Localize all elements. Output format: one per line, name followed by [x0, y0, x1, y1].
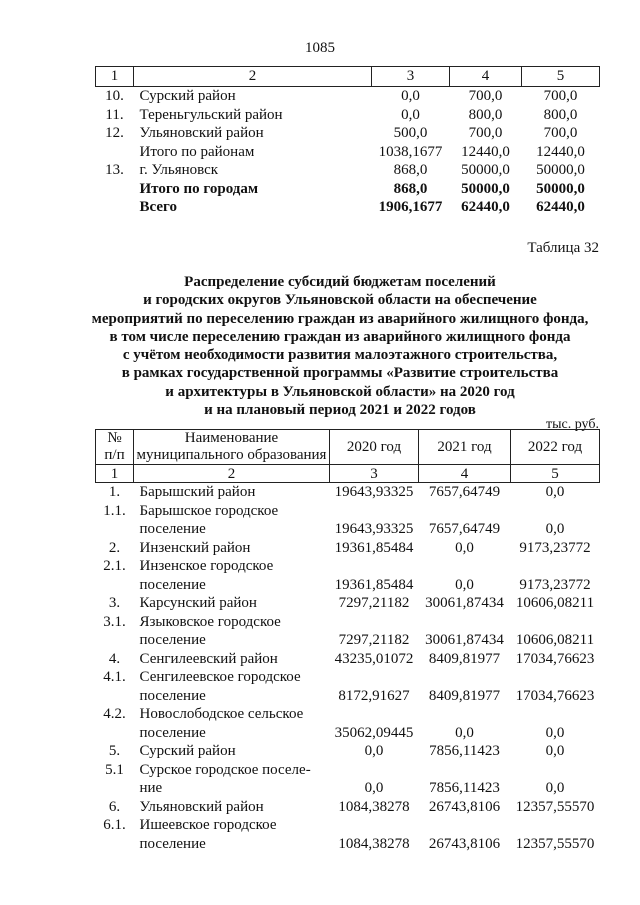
- row-name: [134, 742, 330, 761]
- value-2020: 19643,93325: [334, 484, 414, 500]
- value-2021: 7657,64749: [428, 484, 501, 500]
- header-cell: 5: [522, 67, 600, 87]
- table-row: [96, 650, 600, 669]
- row-number: 10.: [105, 88, 124, 104]
- value-2021: 26743,8106: [428, 798, 501, 815]
- row-name-line: Языковское городское: [139, 613, 281, 630]
- header-name-line: муниципального образования: [136, 447, 327, 463]
- header-cell: 3: [372, 67, 450, 87]
- row-name: Ульяновский район: [139, 125, 264, 141]
- value-2020: 1084,38278: [338, 835, 410, 852]
- value-cell: 1906,1677: [378, 199, 443, 215]
- page-number: 1085: [305, 40, 335, 56]
- table-row: [96, 539, 600, 558]
- value-2021: 0,0: [455, 576, 474, 593]
- value-cell: 868,0: [393, 180, 428, 197]
- value-cell: 50000,0: [461, 180, 510, 197]
- header-cell: 1: [96, 465, 134, 483]
- title-line: в рамках государственной программы «Развитие строительства: [121, 365, 559, 382]
- value-2020: 19361,85484: [334, 539, 414, 556]
- table-row: [96, 668, 600, 705]
- row-name-line: поселение: [139, 687, 206, 704]
- header-name-line: Наименование: [184, 430, 279, 446]
- title-line: Распределение субсидий бюджетам поселений: [184, 274, 496, 290]
- row-number: 5.1: [105, 761, 124, 778]
- row-name-line: Ульяновский район: [139, 798, 264, 815]
- value-cell: 12440,0: [461, 143, 510, 160]
- row-name-line: Сурский район: [139, 743, 236, 759]
- value-2022: 17034,76623: [515, 687, 595, 704]
- value-2020: 1084,38278: [338, 798, 410, 815]
- value-2020: 19643,93325: [334, 521, 414, 537]
- value-cell: 0,0: [401, 106, 420, 123]
- value-cell: 50000,0: [536, 180, 585, 197]
- table-row: [96, 761, 600, 798]
- value-cell: 800,0: [543, 106, 578, 123]
- row-name: [134, 594, 330, 613]
- title-line: с учётом необходимости развития малоэтажного строительства,: [122, 347, 558, 364]
- value-2020: 43235,01072: [334, 650, 414, 667]
- header-num: [96, 430, 134, 465]
- value-2021: 7856,11423: [429, 743, 500, 759]
- header-cell: 4: [450, 67, 522, 87]
- table-row: [96, 594, 600, 613]
- value-2022: 0,0: [545, 780, 565, 796]
- subsidy-table: [95, 429, 600, 853]
- row-name-line: Барышский район: [139, 484, 256, 500]
- table-row: [96, 161, 600, 180]
- column-index-row: [96, 67, 600, 87]
- header-year-2021: 2021 год: [419, 430, 511, 465]
- value-2021: 8409,81977: [428, 687, 501, 704]
- value-2022: 17034,76623: [515, 650, 595, 667]
- row-number: 3.1.: [103, 613, 126, 630]
- value-2021: 26743,8106: [428, 835, 501, 852]
- row-name: Тереньгульский район: [139, 106, 283, 123]
- value-2021: 30061,87434: [425, 632, 504, 648]
- row-name-line: Инзенское городское: [139, 558, 274, 574]
- table-header-row: [96, 430, 600, 465]
- header-cell: 1: [96, 67, 134, 87]
- table-row: [96, 557, 600, 594]
- value-2022: 0,0: [545, 724, 565, 741]
- table-label: Таблица 32: [527, 240, 599, 256]
- value-2021: 7856,11423: [429, 780, 500, 796]
- row-name-line: ние: [139, 780, 163, 796]
- value-2020: 7297,21182: [338, 632, 410, 648]
- row-name: [134, 650, 330, 669]
- header-cell: 5: [511, 465, 600, 483]
- row-name-line: Карсунский район: [139, 595, 257, 611]
- row-number: 12.: [105, 125, 124, 141]
- row-name: [134, 557, 330, 594]
- continuation-table: [95, 66, 600, 217]
- row-name-line: Сурское городское поселе-: [139, 761, 311, 778]
- header-year-2022: 2022 год: [511, 430, 600, 465]
- row-name: Итого по районам: [139, 143, 255, 160]
- value-2020: 7297,21182: [338, 595, 410, 611]
- row-number: 5.: [108, 743, 121, 759]
- row-name: г. Ульяновск: [139, 162, 219, 178]
- row-name-line: поселение: [139, 632, 206, 648]
- header-cell: 3: [330, 465, 419, 483]
- value-cell: 0,0: [401, 88, 420, 104]
- row-name-line: Сенгилеевское городское: [139, 669, 301, 685]
- header-name: [134, 430, 330, 465]
- row-name: [134, 761, 330, 798]
- row-name-line: Новослободское сельское: [139, 706, 304, 722]
- value-2022: 12357,55570: [515, 835, 595, 852]
- row-number: 3.: [108, 595, 121, 611]
- header-cell: 4: [419, 465, 511, 483]
- value-2021: 30061,87434: [425, 595, 504, 611]
- row-name: Всего: [139, 199, 177, 215]
- row-name: [134, 483, 330, 502]
- value-cell: 868,0: [393, 162, 428, 178]
- column-index-row: [96, 465, 600, 483]
- row-name: [134, 798, 330, 817]
- header-num-line: п/п: [104, 447, 125, 463]
- value-2022: 10606,08211: [515, 595, 595, 611]
- row-name: [134, 502, 330, 539]
- row-number: [96, 180, 134, 199]
- header-cell: 2: [134, 67, 372, 87]
- table-row: [96, 705, 600, 742]
- title-line: и архитектуры в Ульяновской области» на 2020 год: [165, 383, 515, 400]
- value-2022: 10606,08211: [515, 632, 595, 648]
- title-line: и на плановый период 2021 и 2022 годов: [204, 402, 476, 419]
- row-name-line: поселение: [139, 835, 206, 852]
- value-2020: 35062,09445: [334, 724, 414, 741]
- row-number: 2.: [108, 539, 121, 556]
- row-number: 4.1.: [103, 669, 126, 685]
- value-cell: 800,0: [468, 106, 503, 123]
- row-name: [134, 668, 330, 705]
- value-2020: 19361,85484: [334, 576, 414, 593]
- value-cell: 62440,0: [461, 199, 510, 215]
- table-row: [96, 613, 600, 650]
- grand-total-row: [96, 198, 600, 217]
- total-row: [96, 180, 600, 199]
- value-cell: 700,0: [543, 88, 578, 104]
- table-row: [96, 798, 600, 817]
- table-row: [96, 106, 600, 125]
- value-2022: 9173,23772: [519, 576, 591, 593]
- row-number: 1.1.: [103, 502, 126, 519]
- value-2021: 0,0: [455, 724, 474, 741]
- row-name: Сурский район: [139, 88, 236, 104]
- row-number: [96, 198, 134, 217]
- row-name: Итого по городам: [139, 180, 259, 197]
- value-2020: 0,0: [364, 743, 384, 759]
- row-name: [134, 539, 330, 558]
- row-name-line: поселение: [139, 521, 206, 537]
- value-cell: 700,0: [468, 88, 503, 104]
- row-number: 6.1.: [103, 817, 126, 833]
- table-row: [96, 87, 600, 106]
- header-cell: 2: [134, 465, 330, 483]
- value-cell: 700,0: [543, 125, 578, 141]
- title-line: и городских округов Ульяновской области на обеспечение: [143, 292, 537, 309]
- row-name: [134, 613, 330, 650]
- table-row: [96, 742, 600, 761]
- table-row: [96, 143, 600, 162]
- value-2021: 7657,64749: [428, 521, 501, 537]
- value-2022: 0,0: [545, 521, 565, 537]
- row-number: 4.: [108, 650, 121, 667]
- row-name: [134, 816, 330, 853]
- table-row: [96, 124, 600, 143]
- value-cell: 50000,0: [461, 162, 510, 178]
- row-name-line: Инзенский район: [139, 539, 251, 556]
- row-name-line: Сенгилеевский район: [139, 650, 278, 667]
- table-row: [96, 483, 600, 502]
- header-year-2020: 2020 год: [330, 430, 419, 465]
- value-cell: 12440,0: [536, 143, 585, 160]
- value-2022: 0,0: [545, 484, 565, 500]
- row-name-line: Барышское городское: [139, 502, 279, 519]
- row-name-line: поселение: [139, 724, 206, 741]
- row-name-line: Ишеевское городское: [139, 817, 277, 833]
- value-2022: 12357,55570: [515, 798, 595, 815]
- table-row: [96, 816, 600, 853]
- row-number: [96, 143, 134, 162]
- units-label: тыс. руб.: [546, 417, 599, 432]
- row-number: 11.: [105, 106, 124, 123]
- row-name: [134, 705, 330, 742]
- value-2022: 0,0: [545, 743, 565, 759]
- row-number: 1.: [108, 484, 121, 500]
- value-cell: 50000,0: [536, 162, 585, 178]
- row-number: 6.: [108, 798, 121, 815]
- value-cell: 62440,0: [536, 199, 585, 215]
- value-2020: 8172,91627: [338, 687, 410, 704]
- row-number: 13.: [105, 162, 124, 178]
- value-2020: 0,0: [364, 780, 384, 796]
- value-cell: 1038,1677: [378, 143, 443, 160]
- value-2022: 9173,23772: [519, 539, 591, 556]
- row-number: 4.2.: [103, 706, 126, 722]
- value-2021: 0,0: [455, 539, 474, 556]
- title-line: в том числе переселению граждан из аварийного жилищного фонда: [109, 328, 571, 345]
- row-number: 2.1.: [103, 558, 126, 574]
- table-title: [60, 273, 620, 419]
- value-cell: 700,0: [468, 125, 503, 141]
- title-line: мероприятий по переселению граждан из аварийного жилищного фонда,: [91, 310, 589, 327]
- table-row: [96, 502, 600, 539]
- value-2021: 8409,81977: [428, 650, 501, 667]
- row-name-line: поселение: [139, 576, 206, 593]
- header-num-line: №: [107, 430, 122, 446]
- value-cell: 500,0: [393, 125, 428, 141]
